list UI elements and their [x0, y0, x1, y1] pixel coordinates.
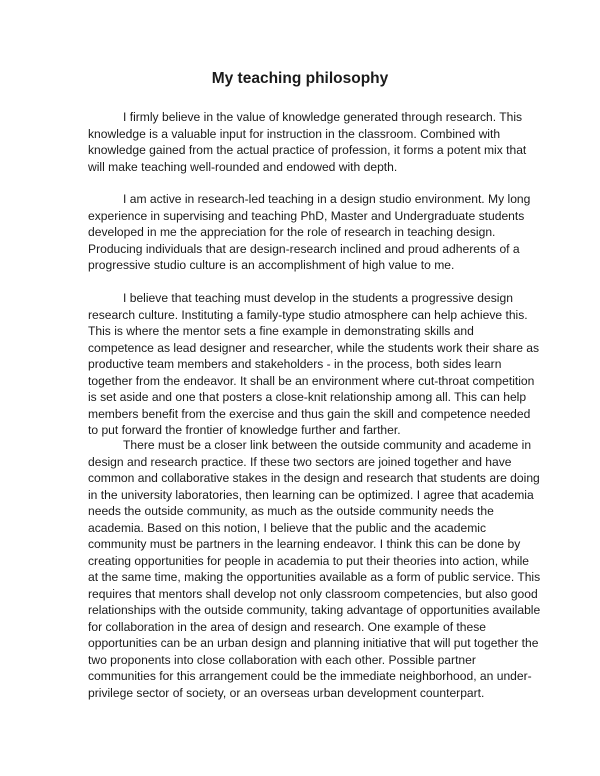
text-line: creating opportunities for people in academia to put their theories into action, while — [88, 553, 530, 568]
text-line: members benefit from the exercise and thus gain the skill and competence needed — [88, 406, 531, 421]
text-line: in the university laboratories, then learning can be optimized. I agree that academia — [88, 487, 534, 502]
text-line: requires that mentors shall develop not only classroom competencies, but also good — [88, 586, 538, 601]
paragraph-1 — [88, 109, 527, 175]
text-line: Producing individuals that are design-research inclined and proud adherents of a — [88, 241, 520, 256]
document-title: My teaching philosophy — [211, 70, 389, 87]
text-line: together from the endeavor. It shall be an environment where cut-throat competition — [88, 373, 535, 388]
text-line: research culture. Instituting a family-type studio atmosphere can help achieve this. — [88, 307, 528, 322]
text-line: knowledge gained from the actual practice of profession, it forms a potent mix that — [88, 143, 527, 157]
text-line: I believe that teaching must develop in the students a progressive design — [123, 291, 513, 305]
paragraph-3 — [88, 290, 540, 439]
text-line: progressive studio culture is an accomplishment of high value to me. — [88, 258, 455, 272]
text-line: knowledge is a valuable input for instruction in the classroom. Combined with — [88, 126, 501, 141]
text-line: experience in supervising and teaching PhD, Master and Undergraduate students — [88, 208, 525, 223]
text-line: will make teaching well-rounded and endowed with depth. — [88, 159, 398, 174]
text-line: for collaboration in the area of design and research. One example of these — [88, 619, 486, 634]
paragraph-4 — [88, 437, 541, 701]
text-line: I am active in research-led teaching in a design studio environment. My long — [123, 192, 531, 206]
text-line: academia. Based on this notion, I believe that the public and the academic — [88, 520, 487, 535]
text-line: There must be a closer link between the outside community and academe in — [123, 438, 532, 452]
text-line: developed in me the appreciation for the role of research in teaching design. — [88, 225, 496, 239]
text-line: at the same time, making the opportunities available as a form of public service. This — [88, 570, 541, 584]
text-line: to put forward the frontier of knowledge further and farther. — [88, 423, 401, 437]
text-line: communities for this arrangement could be the immediate neighborhood, an under- — [88, 669, 532, 683]
text-line: competence as lead designer and researcher, while the students work their share as — [88, 340, 540, 355]
text-line: common and collaborative stakes in the design and research that students are doing — [88, 471, 540, 485]
text-line: opportunities can be an urban design and planning initiative that will put together the — [88, 636, 539, 650]
text-line: productive team members and stakeholders - in the process, both sides learn — [88, 357, 502, 371]
text-line: relationships with the outside community, taking advantage of opportunities available — [88, 603, 541, 617]
paragraph-2 — [88, 191, 531, 274]
text-line: two proponents into close collaboration with each other. Possible partner — [88, 652, 476, 667]
text-line: This is where the mentor sets a fine example in demonstrating skills and — [88, 324, 474, 338]
text-line: needs the outside community, as much as the outside community needs the — [88, 504, 494, 518]
text-line: community must be partners in the learning endeavor. I think this can be done by — [88, 537, 521, 551]
text-line: privilege sector of society, or an overseas urban development counterpart. — [88, 685, 485, 700]
text-line: design and research practice. If these two sectors are joined together and have — [88, 454, 512, 469]
text-line: I firmly believe in the value of knowledge generated through research. This — [123, 110, 523, 124]
text-line: is set aside and one that posters a close-knit relationship among all. This can help — [88, 390, 527, 404]
